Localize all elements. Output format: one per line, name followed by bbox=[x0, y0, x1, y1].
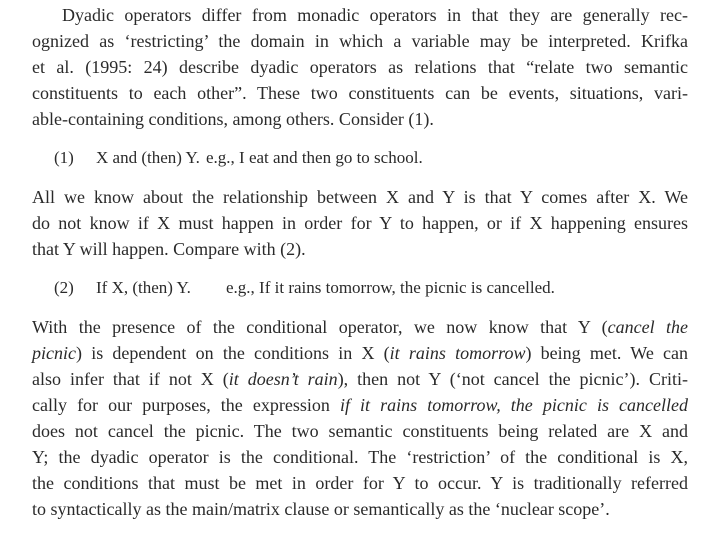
example-number: (1) bbox=[54, 148, 74, 167]
paragraph-1 bbox=[32, 2, 688, 132]
text-run: ), then not Y (‘not cancel the picnic’). Criti- bbox=[337, 369, 688, 389]
example-2 bbox=[54, 276, 688, 300]
text-run: also infer that if not X ( bbox=[32, 369, 229, 389]
text-line: to syntactically as the main/matrix clause or semantically as the ‘nuclear scope’. bbox=[32, 499, 610, 519]
text-line: that Y will happen. Compare with (2). bbox=[32, 239, 306, 259]
text-line: do not know if X must happen in order for Y to happen, or if X happening ensures bbox=[32, 213, 688, 233]
text-run: cally for our purposes, the expression bbox=[32, 395, 340, 415]
text-line: et al. (1995: 24) describe dyadic operators as relations that “relate two semantic bbox=[32, 57, 688, 77]
example-illustration: e.g., If it rains tomorrow, the picnic is cancelled. bbox=[226, 278, 555, 297]
text-line bbox=[32, 340, 688, 366]
text-run: ) being met. We can bbox=[525, 343, 688, 363]
text-line: All we know about the relationship between X and Y is that Y comes after X. We bbox=[32, 187, 688, 207]
example-form: If X, (then) Y. bbox=[96, 278, 191, 297]
text-line bbox=[32, 392, 688, 418]
italic-run: it doesn’t rain bbox=[228, 369, 338, 389]
text-line bbox=[32, 366, 688, 392]
text-line: ognized as ‘restricting’ the domain in which a variable may be interpreted. Krifka bbox=[32, 31, 688, 51]
text-line: the conditions that must be met in order for Y to occur. Y is traditionally referred bbox=[32, 473, 688, 493]
example-form: X and (then) Y. bbox=[96, 148, 200, 167]
example-number: (2) bbox=[54, 278, 74, 297]
example-illustration: e.g., I eat and then go to school. bbox=[206, 148, 423, 167]
text-line: Y; the dyadic operator is the conditional. The ‘restriction’ of the conditional is X, bbox=[32, 447, 688, 467]
italic-run: cancel the bbox=[607, 317, 688, 337]
text-line: does not cancel the picnic. The two semantic constituents being related are X and bbox=[32, 421, 688, 441]
italic-run: if it rains tomorrow, the picnic is cancelled bbox=[339, 395, 688, 415]
text-line: constituents to each other”. These two constituents can be events, situations, vari- bbox=[32, 83, 688, 103]
text-line: Dyadic operators differ from monadic operators in that they are generally rec- bbox=[62, 5, 688, 25]
example-1 bbox=[54, 146, 688, 170]
italic-run: picnic bbox=[32, 343, 76, 363]
paragraph-2 bbox=[32, 184, 688, 262]
paragraph-3 bbox=[32, 314, 688, 522]
text-run: ) is dependent on the conditions in X ( bbox=[75, 343, 390, 363]
italic-run: it rains tomorrow bbox=[389, 343, 526, 363]
text-line bbox=[32, 314, 688, 340]
text-run: With the presence of the conditional operator, we now know that Y ( bbox=[32, 317, 608, 337]
text-line: able-containing conditions, among others. Consider (1). bbox=[32, 109, 434, 129]
